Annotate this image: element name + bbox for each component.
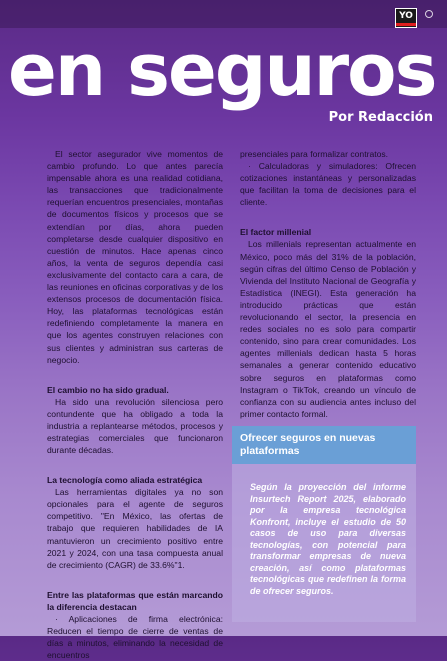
paragraph-firma: · Aplicaciones de firma electrónica: Reducen el tiempo de cierre de ventas de días a minutos, eliminando la necesidad de encuentros [47, 613, 223, 661]
sidebar-box [232, 426, 416, 622]
paragraph-cambio: Ha sido una revolución silenciosa pero contundente que ha obligado a toda la industria a replantearse métodos, procesos y estrategias comerciales que funcionaron durante décadas. [47, 396, 223, 456]
byline: Por Redacción [328, 110, 433, 125]
subheading-millenial: El factor millenial [240, 227, 312, 238]
article-column-left [47, 148, 223, 661]
paragraph-millenial: Los millenials representan actualmente en México, poco más del 31% de la población, según cifras del último Censo de Población y Vivienda del Instituto Nacional de Geografía y Estadística (INEGI). Esta generación ha introducido prácticas que están revolucionando el sector, la presencia en redes sociales no es solo para compartir contenido, sino para crear comunidades. Los agentes millenials dedican hasta 5 horas semanales a generar contenido educativo sobre seguros en plataformas como Instagram o TikTok, creando un vínculo de confianza con su audiencia antes incluso del primer contacto formal. [240, 239, 416, 419]
subheading-plataformas: Entre las plataformas que están marcando la diferencia destacan [47, 589, 223, 612]
intro-paragraph: El sector asegurador vive momentos de cambio profundo. Lo que antes parecía impensable ahora es una realidad cotidiana, las transacciones que tradicionalmente requerían encuentros presenciales, montañas de documentos físicos y procesos que se extendían por días, ahora pueden completarse desde cualquier dispositivo en cuestión de minutos. Hace apenas cinco años, la venta de seguros dependía casi exclusivamente del contacto cara a cara, de las reuniones en oficinas corporativas y de los extensos procesos de documentación física. Hoy, las plataformas tecnológicas están redefiniendo completamente la manera en que los agentes construyen relaciones con sus clientes y administran sus carteras de negocio. [47, 149, 223, 365]
sidebar-box-body: Según la proyección del informe Insurtech Report 2025, elaborado por la empresa tecnológica Konfront, incluye el estudio de 50 casos de uso para diversas tecnologías, con potencial para transformar empresas de nueva creación, así como plataformas tecnológicas que redefinen la forma de ofrecer seguros. [250, 482, 406, 596]
paragraph-calculadoras: · Calculadoras y simuladores: Ofrecen cotizaciones instantáneas y personalizadas que facilitan la toma de decisiones para el cliente. [240, 161, 416, 208]
sidebar-box-heading: Ofrecer seguros en nuevas plataformas [232, 426, 416, 464]
logo-stripe [396, 23, 416, 26]
circle-icon [425, 10, 433, 18]
paragraph-tecnologia: Las herramientas digitales ya no son opcionales para el agente de seguros competitivo. "En México, las ofertas de trabajo que requieren habilidades de IA mantuvieron un crecimiento positivo entre 2021 y 2024, con una tasa compuesta anual de crecimiento (CAGR) de 33.6%"1. [47, 487, 223, 570]
subheading-tecnologia: La tecnología como aliada estratégica [47, 475, 203, 486]
top-bar [0, 0, 447, 28]
paragraph-continuation: presenciales para formalizar contratos. [240, 149, 389, 159]
article-column-right [240, 148, 416, 420]
logo-text: YO [399, 11, 413, 21]
subheading-cambio: El cambio no ha sido gradual. [47, 384, 169, 395]
magazine-logo [395, 8, 417, 28]
page-title: en seguros [8, 28, 436, 112]
